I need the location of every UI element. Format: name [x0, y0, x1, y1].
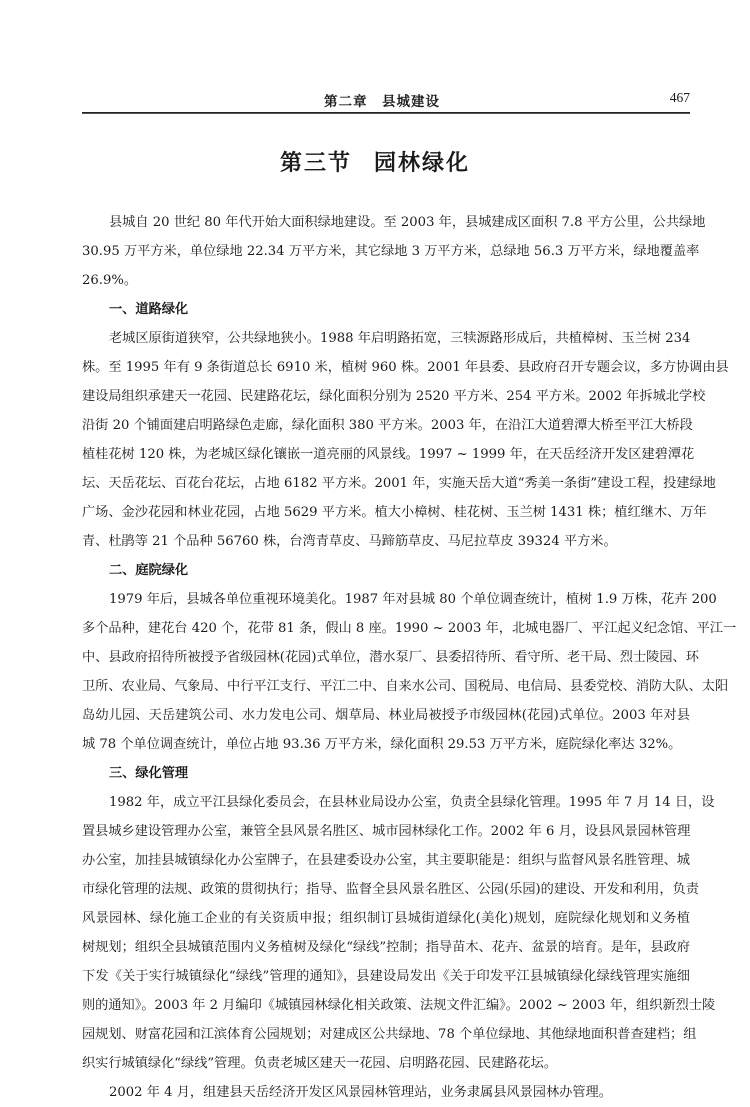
section-title: [0, 146, 750, 177]
text-line: 老城区原街道狭窄，公共绿地狭小。1988 年启明路拓宽，三犊源路形成后，共植樟树、玉兰树 234: [109, 331, 691, 346]
text-line: 树规划；组织全县城镇范围内义务植树及绿化“绿线”控制；指导苗木、花卉、盆景的培育。是年，县政府: [82, 940, 690, 955]
section-greening-management: [82, 759, 716, 1107]
section-name: 园林绿化: [374, 151, 471, 176]
text-line: 中、县政府招待所被授予省级园林(花园)式单位，潜水泵厂、县委招待所、看守所、老干局、烈士陵园、环: [82, 650, 699, 665]
text-line: 园规划、财富花园和江滨体育公园规划；对建成区公共绿地、78 个单位绿地、其他绿地面积普查建档；组: [82, 1027, 697, 1042]
section-number: 第三节: [279, 151, 352, 176]
text-line: 城 78 个单位调查统计，单位占地 93.36 万平方米，绿化面积 29.53 万平方米，庭院绿化率达 32%。: [82, 737, 682, 752]
text-line: 风景园林、绿化施工企业的有关资质申报；组织制订县城街道绿化(美化)规划，庭院绿化规划和义务植: [82, 911, 690, 926]
text-line: 植桂花树 120 株，为老城区绿化镶嵌一道亮丽的风景线。1997 ~ 1999 年，在天岳经济开发区建碧潭花: [82, 447, 695, 462]
intro-paragraph: [82, 208, 706, 295]
text-line: 广场、金沙花园和林业花园，占地 5629 平方米。植大小樟树、桂花树、玉兰树 1431 株；植红继木、万年: [82, 505, 707, 520]
header-rule: [82, 112, 690, 114]
text-line: 1979 年后，县城各单位重视环境美化。1987 年对县城 80 个单位调查统计，植树 1.9 万株，花卉 200: [109, 592, 717, 607]
chapter-title: 第二章 县城建设: [324, 94, 440, 110]
section-courtyard-greening: [82, 556, 737, 759]
text-line: 株。至 1995 年有 9 条街道总长 6910 米，植树 960 株。2001 年县委、县政府召开专题会议，多方协调由县: [82, 360, 729, 375]
page-number: 467: [669, 90, 690, 105]
text-line: 办公室，加挂县城镇绿化办公室牌子，在县建委设办公室，其主要职能是：组织与监督风景名胜管理、城: [82, 853, 690, 868]
text-line: 县城自 20 世纪 80 年代开始大面积绿地建设。至 2003 年，县城建成区面积 7.8 平方公里，公共绿地: [109, 215, 706, 230]
text-line: 岛幼儿园、天岳建筑公司、水力发电公司、烟草局、林业局被授予市级园林(花园)式单位。2003 年对县: [82, 708, 690, 723]
text-line: 30.95 万平方米，单位绿地 22.34 万平方米，其它绿地 3 万平方米，总绿地 56.3 万平方米，绿地覆盖率: [82, 244, 700, 259]
text-line: 多个品种，建花台 420 个，花带 81 条，假山 8 座。1990 ~ 2003 年，北城电器厂、平江起义纪念馆、平江一: [82, 621, 737, 636]
text-line: 织实行城镇绿化“绿线”管理。负责老城区建天一花园、启明路花园、民建路花坛。: [82, 1056, 558, 1071]
page-body: [82, 208, 737, 1107]
text-line: 坛、天岳花坛、百花台花坛，占地 6182 平方米。2001 年，实施天岳大道“秀美一条街”建设工程，投建绿地: [82, 476, 716, 491]
text-line: 市绿化管理的法规、政策的贯彻执行；指导、监督全县风景名胜区、公园(乐园)的建设、开发和利用，负责: [82, 882, 699, 897]
text-line: 沿街 20 个铺面建启明路绿色走廊，绿化面积 380 平方米。2003 年，在沿江大道碧潭大桥至平江大桥段: [82, 418, 693, 433]
section-road-greening: [82, 295, 729, 556]
running-header: [82, 84, 690, 110]
subsection-heading: 三、绿化管理: [109, 766, 189, 781]
text-line: 置县城乡建设管理办公室，兼管全县风景名胜区、城市园林绿化工作。2002 年 6 月，设县风景园林管理: [82, 824, 691, 839]
text-line: 则的通知》。2003 年 2 月编印《城镇园林绿化相关政策、法规文件汇编》。2002 ~ 2003 年，组织新烈士陵: [82, 998, 716, 1013]
text-line: 2002 年 4 月，组建县天岳经济开发区风景园林管理站，业务隶属县风景园林办管理。: [109, 1085, 612, 1100]
text-line: 青、杜鹃等 21 个品种 56760 株，台湾青草皮、马蹄筋草皮、马尼拉草皮 39324 平方米。: [82, 534, 617, 549]
text-line: 26.9%。: [82, 273, 138, 288]
text-line: 卫所、农业局、气象局、中行平江支行、平江二中、自来水公司、国税局、电信局、县委党校、消防大队、太阳: [82, 679, 729, 694]
subsection-heading: 二、庭院绿化: [109, 563, 189, 578]
text-line: 建设局组织承建天一花园、民建路花坛，绿化面积分别为 2520 平方米、254 平方米。2002 年拆城北学校: [82, 389, 706, 404]
text-line: 1982 年，成立平江县绿化委员会，在县林业局设办公室，负责全县绿化管理。1995 年 7 月 14 日，设: [109, 795, 715, 810]
text-line: 下发《关于实行城镇绿化“绿线”管理的通知》，县建设局发出《关于印发平江县城镇绿化绿线管理实施细: [82, 969, 690, 984]
subsection-heading: 一、道路绿化: [109, 302, 189, 317]
